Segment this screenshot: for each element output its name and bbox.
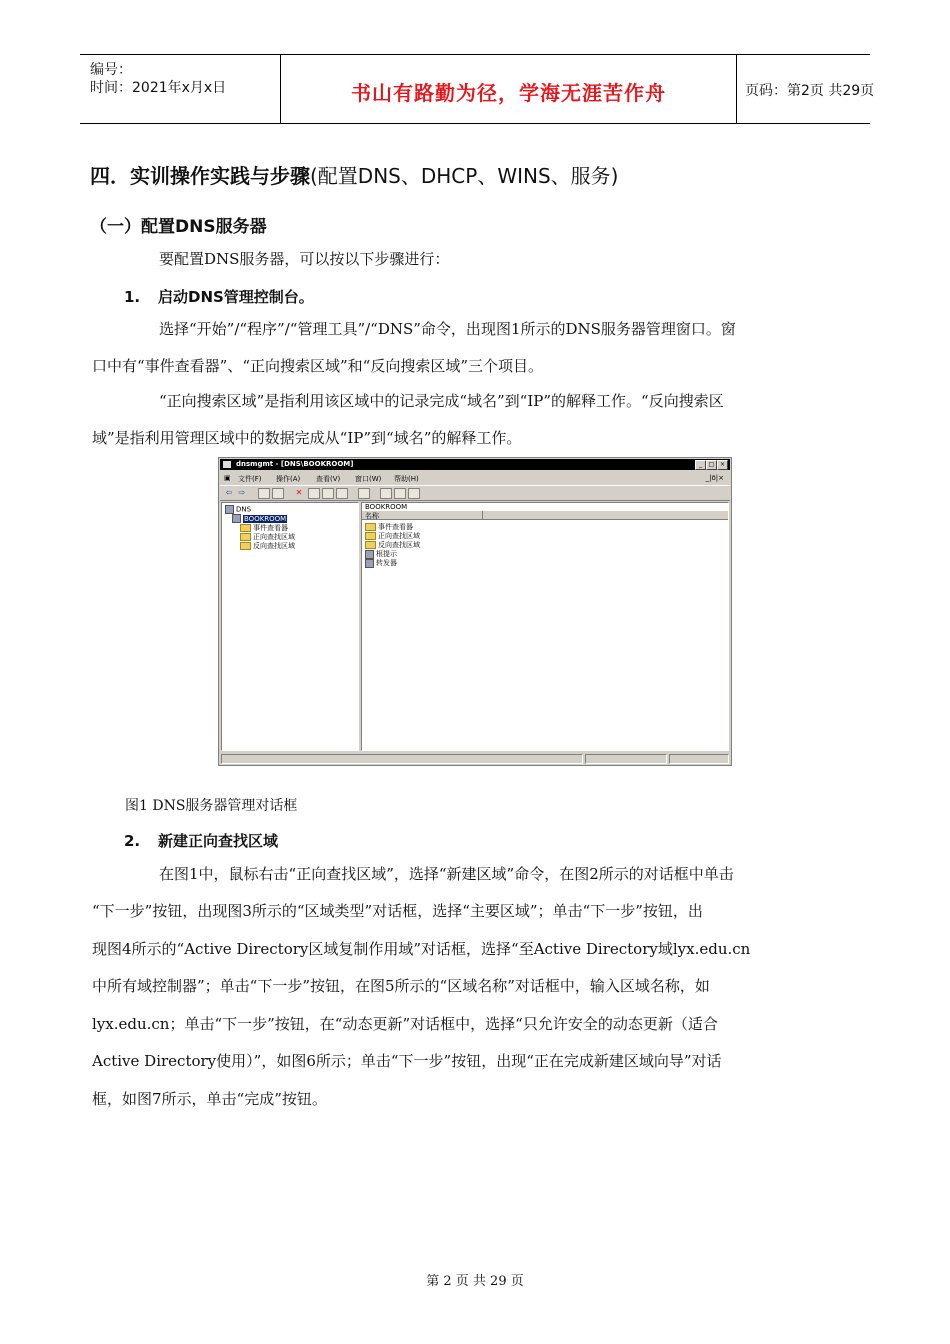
status-bar <box>220 753 730 764</box>
tree-item-reverse-zone: 反向查找区域 <box>240 541 295 551</box>
number-label: 编号： <box>90 62 132 78</box>
console-tree-icon <box>272 488 284 499</box>
list-item: 反向查找区域 <box>365 540 420 550</box>
paragraph-3-line-7: 框，如图7所示，单击“完成”按钮。 <box>92 1090 327 1108</box>
status-panel <box>669 754 729 764</box>
column-header <box>362 511 728 520</box>
figure-1-caption: 图1 DNS服务器管理对话框 <box>125 798 298 814</box>
maximize-icon: □ <box>706 460 717 470</box>
paragraph-3-line-5: lyx.edu.cn；单击“下一步”按钮，在“动态更新”对话框中，选择“只允许安全的动态更新（适合 <box>92 1015 718 1033</box>
paragraph-3-line-1: 在图1中，鼠标右击“正向查找区域”，选择“新建区域”命令，在图2所示的对话框中单击 <box>159 865 734 883</box>
server-node-icon <box>232 514 241 523</box>
page-info: 页码：第2页 共29页 <box>745 83 875 99</box>
date-label: 时间：2021年x月x日 <box>90 80 227 96</box>
paragraph-3-line-2: “下一步”按钮，出现图3所示的“区域类型”对话框，选择“主要区域”；单击“下一步”按钮，出 <box>92 902 703 920</box>
mdi-controls-icon: _|ō|× <box>705 474 724 482</box>
step-2-number: 2. <box>124 832 141 850</box>
delete-icon: ✕ <box>295 488 303 497</box>
section-heading-main: 四．实训操作实践与步骤 <box>90 164 310 188</box>
step-2-heading <box>124 830 278 851</box>
help-icon <box>358 488 370 499</box>
step-1-title: 启动DNS管理控制台。 <box>158 288 314 306</box>
list-item: 转发器 <box>365 558 397 568</box>
folder-icon <box>240 533 251 541</box>
dns-console-screenshot <box>218 457 732 766</box>
minimize-icon: _ <box>695 460 706 470</box>
column-separator <box>482 511 483 519</box>
page-header <box>80 54 875 124</box>
section-heading <box>90 160 618 189</box>
dns-icon <box>225 505 234 514</box>
zone-icon <box>394 488 406 499</box>
step-1-heading <box>124 286 314 307</box>
folder-icon <box>365 532 376 540</box>
export-icon <box>336 488 348 499</box>
paragraph-2-line-2: 域”是指利用管理区域中的数据完成从“IP”到“域名”的解释工作。 <box>92 429 522 447</box>
motto: 书山有路勤为径，学海无涯苦作舟 <box>351 81 666 105</box>
column-name: 名称 <box>365 512 379 520</box>
list-item: 事件查看器 <box>365 522 413 532</box>
header-motto-cell <box>280 55 737 123</box>
list-item: 正向查找区域 <box>365 531 420 541</box>
forwarders-icon <box>365 559 374 568</box>
paragraph-3-line-3: 现图4所示的“Active Directory区域复制作用域”对话框，选择“至Active Directory域lyx.edu.cn <box>92 940 751 958</box>
tree-item-forward-zone: 正向查找区域 <box>240 532 295 542</box>
details-pane <box>361 502 729 751</box>
paragraph-3-line-6: Active Directory使用）”，如图6所示；单击“下一步”按钮，出现“正在完成新建区域向导”对话 <box>92 1052 722 1070</box>
menu-file: 文件(F) <box>238 475 262 483</box>
server-icon <box>380 488 392 499</box>
folder-icon <box>365 523 376 531</box>
status-panel <box>221 754 583 764</box>
back-icon: ⇦ <box>225 488 233 497</box>
forward-icon: ⇨ <box>238 488 246 497</box>
menu-bar <box>220 472 730 484</box>
console-tree-pane <box>221 502 359 751</box>
step-1-number: 1. <box>124 288 141 306</box>
tree-server: BOOKROOM <box>232 514 287 523</box>
header-page-cell <box>736 55 875 123</box>
menu-window: 窗口(W) <box>355 475 382 483</box>
menu-view: 查看(V) <box>316 475 341 483</box>
window-titlebar <box>220 459 730 470</box>
folder-icon <box>365 541 376 549</box>
subsection-heading: （一）配置DNS服务器 <box>90 217 267 237</box>
record-icon <box>408 488 420 499</box>
menu-icon: ▣ <box>224 474 231 482</box>
details-title: BOOKROOM <box>365 503 408 511</box>
tree-root: DNS <box>225 505 251 514</box>
paragraph-3-line-4: 中所有域控制器”；单击“下一步”按钮，在图5所示的“区域名称”对话框中，输入区域名称，如 <box>92 977 710 995</box>
toolbar <box>220 485 730 501</box>
window-title: dnsmgmt - [DNS\BOOKROOM] <box>236 460 354 468</box>
properties-icon <box>308 488 320 499</box>
tree-item-event-viewer: 事件查看器 <box>240 523 288 533</box>
page-footer: 第 2 页 共 29 页 <box>426 1274 524 1289</box>
folder-icon <box>240 542 251 550</box>
folder-icon <box>240 524 251 532</box>
paragraph-1-line-2: 口中有“事件查看器”、“正向搜索区域”和“反向搜索区域”三个项目。 <box>92 357 544 375</box>
section-heading-rest: (配置DNS、DHCP、WINS、服务) <box>310 164 619 188</box>
step-2-title: 新建正向查找区域 <box>158 832 279 850</box>
status-panel <box>585 754 667 764</box>
refresh-icon <box>322 488 334 499</box>
intro-paragraph: 要配置DNS服务器，可以按以下步骤进行： <box>159 250 450 268</box>
menu-help: 帮助(H) <box>394 475 419 483</box>
menu-action: 操作(A) <box>276 475 301 483</box>
close-icon: × <box>717 460 728 470</box>
list-item: 根提示 <box>365 549 397 559</box>
up-folder-icon <box>258 488 270 499</box>
header-meta <box>80 55 280 123</box>
paragraph-2-line-1: “正向搜索区域”是指利用该区域中的记录完成“域名”到“IP”的解释工作。“反向搜索区 <box>159 392 724 410</box>
paragraph-1-line-1: 选择“开始”/“程序”/“管理工具”/“DNS”命令，出现图1所示的DNS服务器管理窗口。窗 <box>159 320 736 338</box>
app-icon <box>223 461 231 468</box>
